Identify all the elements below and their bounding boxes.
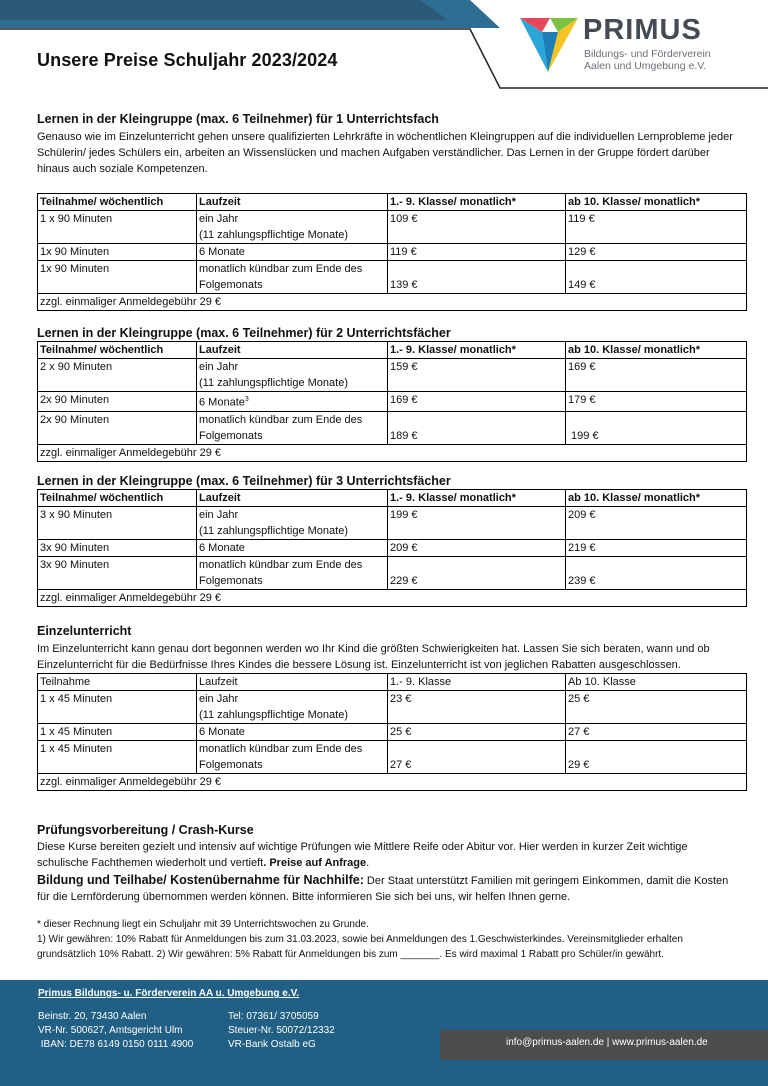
registration-fee-note: zzgl. einmaliger Anmeldegebühr 29 €: [38, 294, 747, 311]
table-row: [38, 261, 747, 294]
table-cell: 29 €: [566, 741, 747, 774]
table-footer-row: [38, 590, 747, 607]
cell-line: monatlich kündbar zum Ende des: [199, 413, 363, 426]
table-cell: 119 €: [388, 244, 566, 261]
table-header-row: [38, 342, 747, 359]
table-cell: 179 €: [566, 392, 747, 412]
table-cell: 2x 90 Minuten: [38, 392, 197, 412]
cell-line: Folgemonats: [199, 429, 263, 442]
table-cell: 119 €: [566, 211, 747, 244]
bildung-teilhabe: [37, 872, 737, 905]
footer-line: IBAN: DE78 6149 0150 0111 4900: [38, 1039, 194, 1050]
table-header-row: [38, 194, 747, 211]
bildung-title: Bildung und Teilhabe/ Kostenübernahme für Nachhilfe:: [37, 873, 364, 887]
table-row: [38, 741, 747, 774]
section-group-3-subjects: [37, 474, 737, 607]
table-cell: 2x 90 Minuten: [38, 411, 197, 444]
table-cell: 229 €: [388, 557, 566, 590]
footer-tax: [228, 1010, 335, 1052]
exam-text: [37, 839, 737, 871]
table-header-cell: Laufzeit: [197, 674, 388, 691]
table-header-row: [38, 674, 747, 691]
table-cell: 209 €: [566, 507, 747, 540]
cell-line: (11 zahlungspflichtige Monate): [199, 229, 348, 241]
table-cell: 189 €: [388, 411, 566, 444]
section-title: Lernen in der Kleingruppe (max. 6 Teilnehmer) für 1 Unterrichtsfach: [37, 112, 439, 126]
price-table: [37, 489, 747, 607]
logo-subtitle-line1: Bildungs- und Förderverein: [584, 48, 711, 60]
section-intro: Genauso wie im Einzelunterricht gehen unsere qualifizierten Lehrkräfte in wöchentlichen Kleingruppen auf die individuellen Lernprobleme jeder Schülerin/ jedes Schülers ein, arbeiten an Wissenslücken und machen Aufgaben verständlicher. Das Lernen in der Gruppe fördert darüber hinaus auch soziale Kompetenzen.: [37, 131, 733, 175]
table-cell: [197, 557, 388, 590]
table-cell: 209 €: [388, 540, 566, 557]
table-cell: [197, 392, 388, 412]
table-cell: 219 €: [566, 540, 747, 557]
footer-line: VR-Bank Ostalb eG: [228, 1039, 316, 1050]
cell-text: 6 Monate: [199, 396, 245, 409]
exam-body: Diese Kurse bereiten gezielt und intensiv auf wichtige Prüfungen wie Mittlere Reife oder Abitur vor. Hier werden in kurzer Zeit wichtige schulische Fachthemen wiederholt und vertieft: [37, 841, 688, 869]
table-cell: [197, 359, 388, 392]
registration-fee-note: zzgl. einmaliger Anmeldegebühr 29 €: [38, 444, 747, 461]
cell-line: ein Jahr: [199, 509, 239, 521]
table-footer-row: [38, 294, 747, 311]
table-cell: 139 €: [388, 261, 566, 294]
cell-line: ein Jahr: [199, 693, 239, 705]
table-header-cell: Teilnahme/ wöchentlich: [38, 490, 197, 507]
table-footer-row: [38, 774, 747, 791]
table-row: [38, 359, 747, 392]
table-cell: 27 €: [388, 741, 566, 774]
table-cell: 149 €: [566, 261, 747, 294]
table-cell: 25 €: [566, 691, 747, 724]
table-header-cell: 1.- 9. Klasse/ monatlich*: [388, 342, 566, 359]
table-header-cell: ab 10. Klasse/ monatlich*: [566, 194, 747, 211]
table-cell: [197, 211, 388, 244]
table-row: [38, 724, 747, 741]
table-cell: 6 Monate: [197, 724, 388, 741]
table-header-row: [38, 490, 747, 507]
footer-line: Beinstr. 20, 73430 Aalen: [38, 1011, 147, 1022]
table-cell: 159 €: [388, 359, 566, 392]
table-row: [38, 411, 747, 444]
logo-wordmark: PRIMUS: [583, 14, 702, 46]
table-cell: 25 €: [388, 724, 566, 741]
table-header-cell: 1.- 9. Klasse/ monatlich*: [388, 490, 566, 507]
table-cell: 6 Monate: [197, 244, 388, 261]
table-footer-row: [38, 444, 747, 461]
primus-logo-icon: [520, 14, 582, 76]
table-cell: 27 €: [566, 724, 747, 741]
section-title: Lernen in der Kleingruppe (max. 6 Teilnehmer) für 2 Unterrichtsfächer: [37, 326, 451, 340]
section-individual-tutoring: [37, 624, 737, 791]
section-title: Prüfungsvorbereitung / Crash-Kurse: [37, 823, 254, 837]
exam-dot: .: [366, 857, 370, 869]
price-table: [37, 673, 747, 791]
cell-line: Folgemonats: [199, 279, 263, 291]
section-exam-prep: [37, 823, 737, 905]
table-cell: 129 €: [566, 244, 747, 261]
footer-line: Steuer-Nr. 50072/12332: [228, 1025, 335, 1036]
table-header-cell: Ab 10. Klasse: [566, 674, 747, 691]
cell-line: monatlich kündbar zum Ende des: [199, 559, 363, 571]
cell-line: Folgemonats: [199, 759, 263, 771]
table-cell: 1 x 90 Minuten: [38, 211, 197, 244]
table-cell: 1 x 45 Minuten: [38, 724, 197, 741]
table-row: [38, 244, 747, 261]
price-table: [37, 341, 747, 462]
cell-line: (11 zahlungspflichtige Monate): [199, 525, 348, 537]
cell-line: ein Jahr: [199, 361, 239, 373]
table-header-cell: Teilnahme/ wöchentlich: [38, 342, 197, 359]
footer-line: VR-Nr. 500627, Amtsgericht Ulm: [38, 1025, 183, 1036]
table-header-cell: Teilnahme/ wöchentlich: [38, 194, 197, 211]
price-on-request: . Preise auf Anfrage: [263, 857, 367, 869]
table-cell: 239 €: [566, 557, 747, 590]
page-title: Unsere Preise Schuljahr 2023/2024: [37, 50, 338, 70]
section-title: Lernen in der Kleingruppe (max. 6 Teilnehmer) für 3 Unterrichtsfächer: [37, 474, 451, 488]
table-cell: 2 x 90 Minuten: [38, 359, 197, 392]
table-header-cell: ab 10. Klasse/ monatlich*: [566, 342, 747, 359]
table-cell: [197, 507, 388, 540]
price-table: [37, 193, 747, 311]
cell-line: Folgemonats: [199, 575, 263, 587]
table-header-cell: Laufzeit: [197, 342, 388, 359]
bildung-text: Der Staat unterstützt Familien mit geringem Einkommen, damit die Kosten für die Lernförderung übernommen werden können. Bitte informieren Sie sich bei uns, wir helfen Ihnen gerne.: [37, 875, 729, 903]
table-cell: 169 €: [388, 392, 566, 412]
footnote-1: * dieser Rechnung liegt ein Schuljahr mit 39 Unterrichtswochen zu Grunde.: [37, 919, 369, 930]
cell-line: (11 zahlungspflichtige Monate): [199, 377, 348, 389]
table-row: [38, 211, 747, 244]
table-cell: [197, 691, 388, 724]
table-cell: 1 x 45 Minuten: [38, 691, 197, 724]
table-row: [38, 691, 747, 724]
table-cell: 3x 90 Minuten: [38, 557, 197, 590]
table-header-cell: ab 10. Klasse/ monatlich*: [566, 490, 747, 507]
table-cell: 6 Monate: [197, 540, 388, 557]
table-cell: 1x 90 Minuten: [38, 261, 197, 294]
table-header-cell: Laufzeit: [197, 194, 388, 211]
footer-contact-links[interactable]: info@primus-aalen.de | www.primus-aalen.de: [506, 1037, 708, 1048]
table-cell: [197, 741, 388, 774]
section-intro: Im Einzelunterricht kann genau dort begonnen werden wo Ihr Kind die größten Schwierigkeiten hat. Lassen Sie sich beraten, wann und ob Einzelunterricht für die Bedürfnisse Ihres Kindes die bessere Lösung ist. Einzelunterricht ist von jeglichen Rabatten ausgeschlossen.: [37, 643, 710, 671]
cell-line: ein Jahr: [199, 213, 239, 225]
table-cell: 199 €: [566, 411, 747, 444]
table-cell: [197, 261, 388, 294]
footer-line: Tel: 07361/ 3705059: [228, 1011, 319, 1022]
table-cell: 199 €: [388, 507, 566, 540]
table-cell: 1x 90 Minuten: [38, 244, 197, 261]
table-row: [38, 392, 747, 412]
section-group-2-subjects: [37, 326, 737, 462]
footnote-2: 1) Wir gewähren: 10% Rabatt für Anmeldungen bis zum 31.03.2023, sowie bei Anmeldungen des 1.Geschwisterkindes. Vereinsmitglieder erhalten grundsätzlich 10% Rabatt. 2) Wir gewähren: 5% Rabatt für Anmeldungen bis zum _______. Es wird maximal 1 Rabatt pro Schüler/in gewährt.: [37, 934, 683, 960]
registration-fee-note: zzgl. einmaliger Anmeldegebühr 29 €: [38, 590, 747, 607]
section-group-1-subject: [37, 112, 737, 311]
table-cell: 3x 90 Minuten: [38, 540, 197, 557]
table-cell: 169 €: [566, 359, 747, 392]
registration-fee-note: zzgl. einmaliger Anmeldegebühr 29 €: [38, 774, 747, 791]
table-cell: [197, 411, 388, 444]
footnotes: [37, 917, 737, 962]
table-header-cell: 1.- 9. Klasse/ monatlich*: [388, 194, 566, 211]
table-cell: 1 x 45 Minuten: [38, 741, 197, 774]
cell-line: monatlich kündbar zum Ende des: [199, 263, 363, 275]
table-header-cell: Teilnahme: [38, 674, 197, 691]
table-row: [38, 507, 747, 540]
table-cell: 109 €: [388, 211, 566, 244]
footnote-marker: 3: [244, 396, 249, 403]
cell-line: (11 zahlungspflichtige Monate): [199, 709, 348, 721]
footer-org-name: Primus Bildungs- u. Förderverein AA u. Umgebung e.V.: [38, 988, 300, 999]
cell-line: monatlich kündbar zum Ende des: [199, 743, 363, 755]
section-title: Einzelunterricht: [37, 624, 132, 638]
footer-address: [38, 1010, 193, 1052]
table-header-cell: 1.- 9. Klasse: [388, 674, 566, 691]
table-row: [38, 557, 747, 590]
table-header-cell: Laufzeit: [197, 490, 388, 507]
table-row: [38, 540, 747, 557]
table-cell: 3 x 90 Minuten: [38, 507, 197, 540]
logo-subtitle-line2: Aalen und Umgebung e.V.: [584, 60, 707, 72]
table-cell: 23 €: [388, 691, 566, 724]
